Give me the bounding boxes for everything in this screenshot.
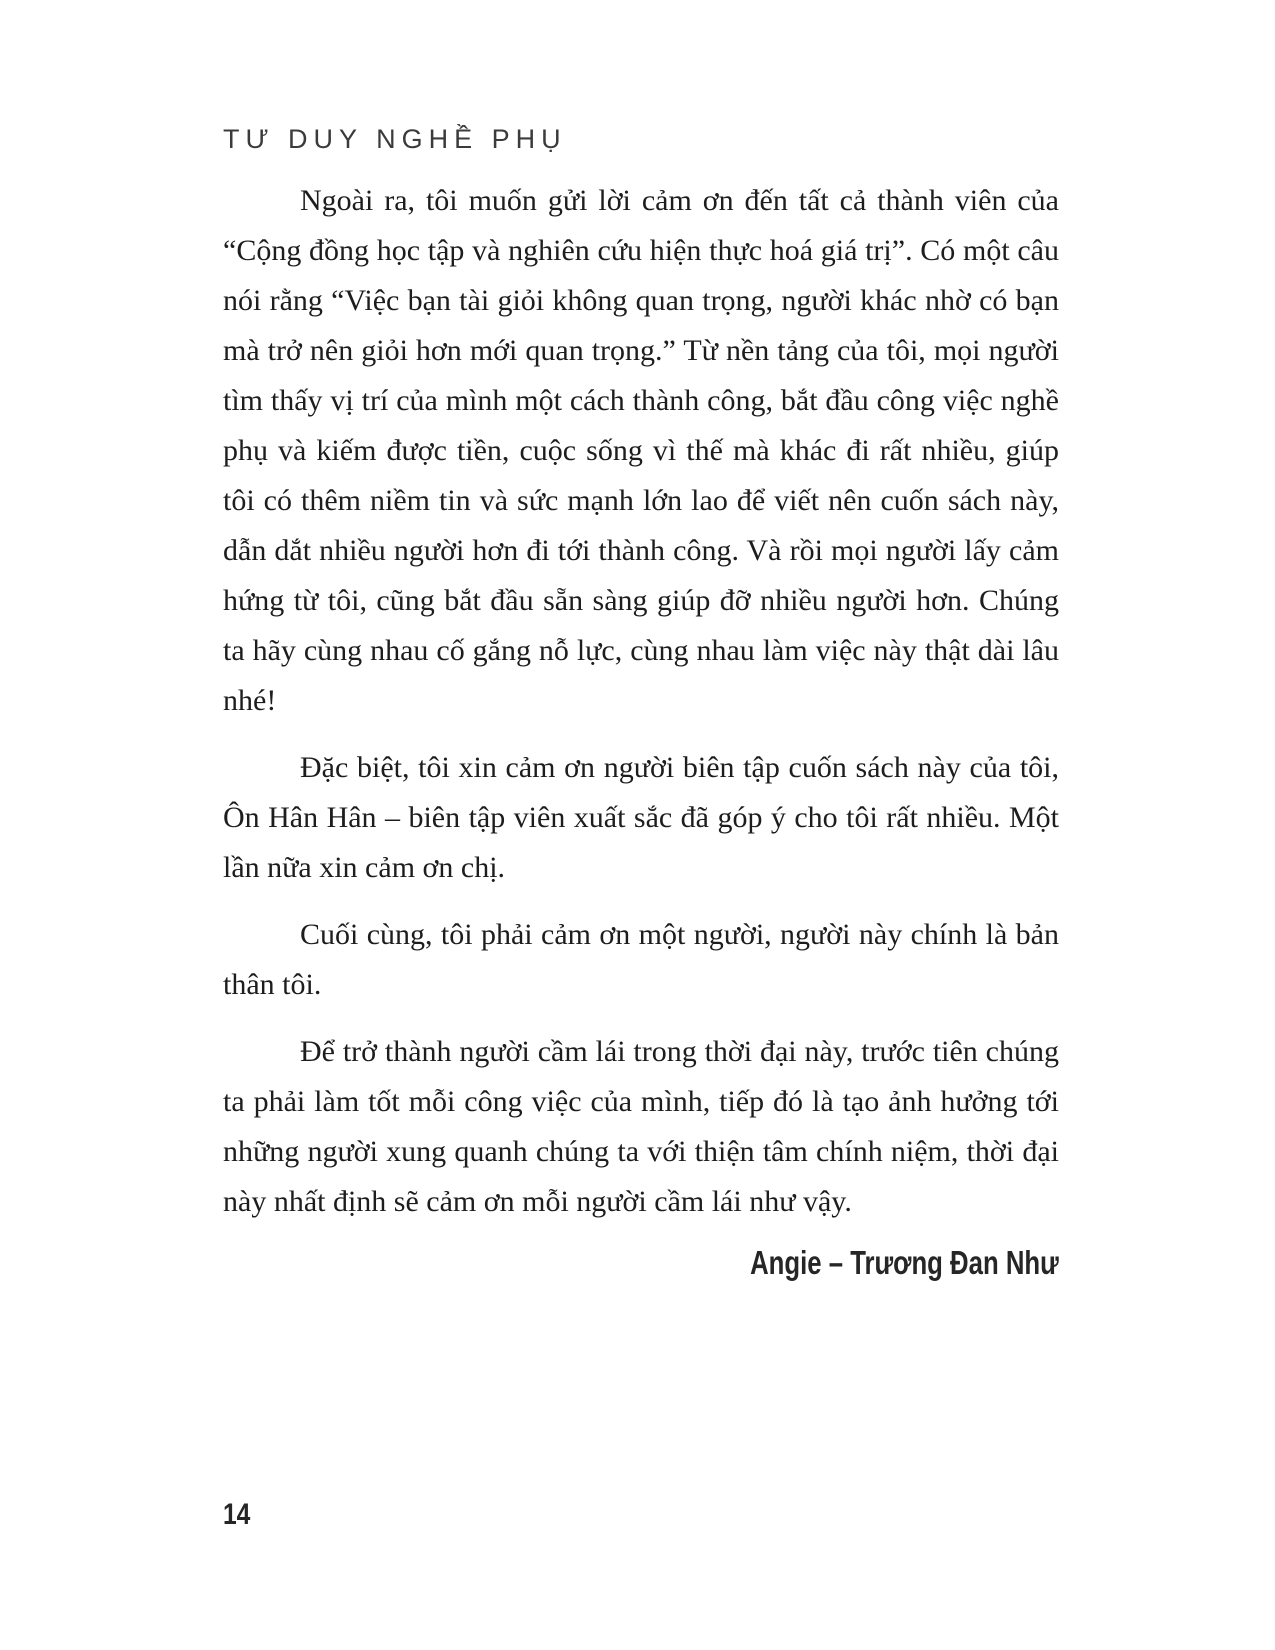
page-body [223,176,1059,1282]
running-header: TƯ DUY NGHỀ PHỤ [223,124,567,154]
page-number: 14 [223,1498,251,1531]
paragraph-editor-thanks: Đặc biệt, tôi xin cảm ơn người biên tập cuốn sách này của tôi, Ôn Hân Hân – biên tập viên xuất sắc đã góp ý cho tôi rất nhiều. Một lần nữa xin cảm ơn chị. [223,751,1059,884]
author-signature: Angie – Trương Đan Như [750,1244,1059,1281]
author-signature-line [223,1244,1059,1282]
paragraph-self-thanks: Cuối cùng, tôi phải cảm ơn một người, người này chính là bản thân tôi. [223,918,1059,1001]
paragraph-closing: Để trở thành người cầm lái trong thời đại này, trước tiên chúng ta phải làm tốt mỗi công việc của mình, tiếp đó là tạo ảnh hưởng tới những người xung quanh chúng ta với thiện tâm chính niệm, thời đại này nhất định sẽ cảm ơn mỗi người cầm lái như vậy. [223,1035,1059,1218]
paragraph-acknowledg诚-community: Ngoài ra, tôi muốn gửi lời cảm ơn đến tất cả thành viên của “Cộng đồng học tập và nghiên cứu hiện thực hoá giá trị”. Có một câu nói rằng “Việc bạn tài giỏi không quan trọng, người khác nhờ có bạn mà trở nên giỏi hơn mới quan trọng.” Từ nền tảng của tôi, mọi người tìm thấy vị trí của mình một cách thành công, bắt đầu công việc nghề phụ và kiếm được tiền, cuộc sống vì thế mà khác đi rất nhiều, giúp tôi có thêm niềm tin và sức mạnh lớn lao để viết nên cuốn sách này, dẫn dắt nhiều người hơn đi tới thành công. Và rồi mọi người lấy cảm hứng từ tôi, cũng bắt đầu sẵn sàng giúp đỡ nhiều người hơn. Chúng ta hãy cùng nhau cố gắng nỗ lực, cùng nhau làm việc này thật dài lâu nhé! [223,184,1059,717]
